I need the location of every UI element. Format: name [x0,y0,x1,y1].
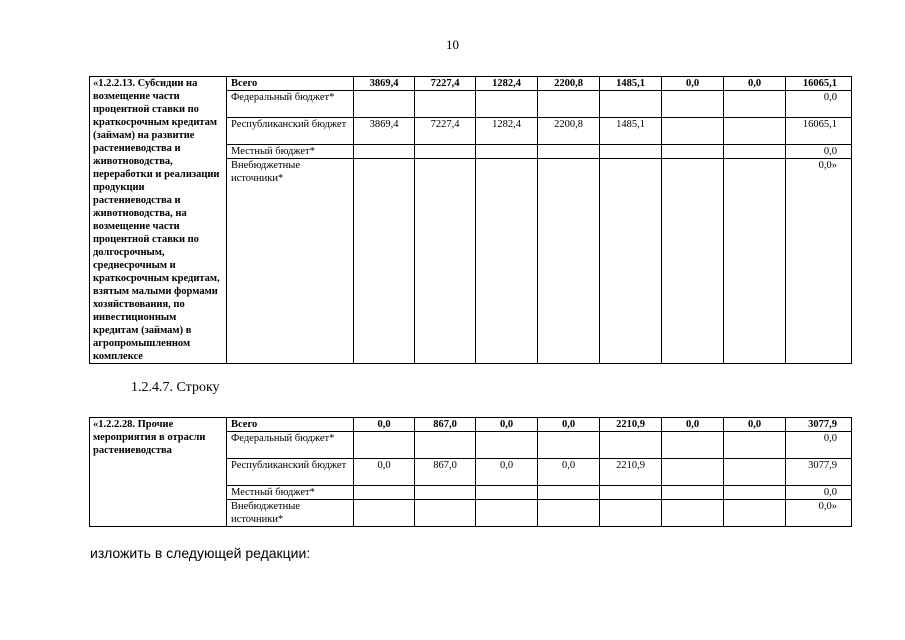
value-cell [476,145,538,159]
value-cell [538,145,600,159]
value-cell: 2200,8 [538,77,600,91]
value-cell: 0,0 [538,459,600,486]
value-cell [415,159,476,364]
value-cell [600,432,662,459]
table-row [90,77,852,91]
value-cell [415,486,476,500]
value-cell: 0,0 [538,418,600,432]
value-cell [476,500,538,527]
total-cell: 0,0 [786,91,852,118]
value-cell: 2210,9 [600,418,662,432]
value-cell [476,486,538,500]
funding-source: Всего [227,418,354,432]
value-cell [415,432,476,459]
funding-source: Внебюджетные источники* [227,500,354,527]
value-cell: 867,0 [415,459,476,486]
footer-text: изложить в следующей редакции: [90,545,311,561]
value-cell: 0,0 [476,459,538,486]
value-cell [476,159,538,364]
value-cell: 0,0 [724,77,786,91]
value-cell [600,500,662,527]
value-cell: 867,0 [415,418,476,432]
value-cell [600,91,662,118]
value-cell [415,145,476,159]
value-cell: 0,0 [354,459,415,486]
total-cell: 0,0 [786,486,852,500]
value-cell: 2200,8 [538,118,600,145]
value-cell: 1282,4 [476,118,538,145]
value-cell [538,91,600,118]
budget-table-2 [89,417,852,527]
funding-source: Федеральный бюджет* [227,432,354,459]
value-cell [600,159,662,364]
measure-description: «1.2.2.28. Прочие мероприятия в отрасли растениеводства [90,418,227,527]
value-cell [415,500,476,527]
value-cell [538,159,600,364]
total-cell: 0,0 [786,432,852,459]
value-cell [662,459,724,486]
value-cell [724,459,786,486]
value-cell [662,118,724,145]
value-cell [538,500,600,527]
table-row [90,418,852,432]
value-cell [354,91,415,118]
value-cell [354,432,415,459]
value-cell [724,91,786,118]
value-cell [354,145,415,159]
funding-source: Республиканский бюджет [227,118,354,145]
value-cell: 7227,4 [415,118,476,145]
value-cell [662,91,724,118]
funding-source: Внебюджетные источники* [227,159,354,364]
value-cell: 1485,1 [600,77,662,91]
funding-source: Местный бюджет* [227,145,354,159]
value-cell: 2210,9 [600,459,662,486]
total-cell: 0,0» [786,500,852,527]
value-cell [724,500,786,527]
funding-source: Всего [227,77,354,91]
value-cell: 3869,4 [354,77,415,91]
value-cell [476,432,538,459]
value-cell [662,159,724,364]
total-cell: 0,0 [786,145,852,159]
value-cell [662,145,724,159]
value-cell [476,91,538,118]
value-cell [724,145,786,159]
measure-description: «1.2.2.13. Субсидии на возмещение части процентной ставки по краткосрочным кредитам (займам) на развитие растениеводства и животноводства, переработки и реализации продукции растениеводства и животноводства, на возмещение части процентной ставки по долгосрочным, среднесрочным и краткосрочным кредитам, взятым малыми формами хозяйствования, по инвестиционным кредитам (займам) в агропромышленном комплексе [90,77,227,364]
funding-source: Местный бюджет* [227,486,354,500]
value-cell: 0,0 [662,77,724,91]
funding-source: Республиканский бюджет [227,459,354,486]
value-cell [662,500,724,527]
value-cell: 0,0 [724,418,786,432]
total-cell: 16065,1 [786,77,852,91]
value-cell [354,500,415,527]
value-cell [600,145,662,159]
total-cell: 0,0» [786,159,852,364]
total-cell: 3077,9 [786,459,852,486]
value-cell: 0,0 [662,418,724,432]
value-cell [538,486,600,500]
total-cell: 3077,9 [786,418,852,432]
value-cell: 7227,4 [415,77,476,91]
value-cell [724,118,786,145]
value-cell [538,432,600,459]
value-cell [415,91,476,118]
value-cell: 3869,4 [354,118,415,145]
value-cell [600,486,662,500]
value-cell [724,432,786,459]
page-number: 10 [446,37,459,52]
value-cell [354,159,415,364]
value-cell: 1282,4 [476,77,538,91]
value-cell: 0,0 [354,418,415,432]
budget-table-1 [89,76,852,364]
total-cell: 16065,1 [786,118,852,145]
funding-source: Федеральный бюджет* [227,91,354,118]
value-cell [724,159,786,364]
value-cell [662,432,724,459]
value-cell [662,486,724,500]
value-cell [724,486,786,500]
section-heading: 1.2.4.7. Строку [131,380,220,395]
value-cell: 1485,1 [600,118,662,145]
value-cell [354,486,415,500]
value-cell: 0,0 [476,418,538,432]
